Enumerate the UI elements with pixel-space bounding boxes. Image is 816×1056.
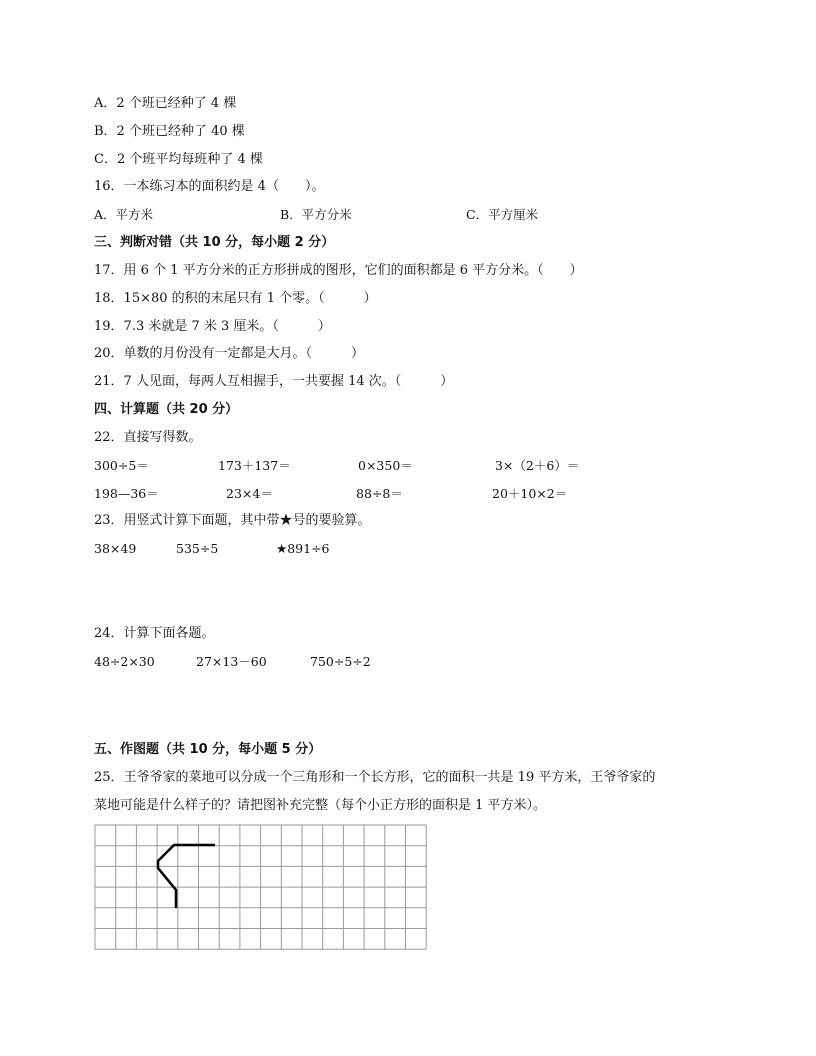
q17: 17．用 6 个 1 平方分米的正方形拼成的图形，它们的面积都是 6 平方分米。（ ） [94, 263, 583, 278]
q22-r1-c1: 300÷5＝ [94, 458, 149, 473]
q22-stem: 22．直接写得数。 [94, 430, 202, 445]
q23-stem: 23．用竖式计算下面题，其中带★号的要验算。 [94, 513, 371, 528]
q16-stem: 16．一本练习本的面积约是 4（ ）。 [94, 179, 325, 194]
q22-r1-c3: 0×350＝ [358, 458, 413, 473]
section-4-heading: 四、计算题（共 20 分） [94, 402, 239, 417]
q23-item-2: 535÷5 [176, 541, 219, 556]
q15-option-a: A．2 个班已经种了 4 棵 [94, 96, 237, 111]
q22-r2-c2: 23×4＝ [226, 486, 273, 501]
q15-option-c: C．2 个班平均每班种了 4 棵 [94, 152, 263, 167]
q23-item-3: ★891÷6 [276, 541, 330, 556]
q20: 20．单数的月份没有一定都是大月。（ ） [94, 346, 365, 361]
grid-lines [95, 825, 426, 949]
section-5-heading: 五、作图题（共 10 分，每小题 5 分） [94, 742, 322, 757]
drawn-shape-outline [158, 845, 215, 908]
section-3-heading: 三、判断对错（共 10 分，每小题 2 分） [94, 235, 335, 250]
q19: 19．7.3 米就是 7 米 3 厘米。（ ） [94, 319, 331, 334]
q25-line-2: 菜地可能是什么样子的？请把图补充完整（每个小正方形的面积是 1 平方米）。 [94, 798, 547, 813]
q22-r2-c4: 20＋10×2＝ [492, 486, 568, 501]
q25-line-1: 25．王爷爷家的菜地可以分成一个三角形和一个长方形，它的面积一共是 19 平方米，王爷爷家的 [94, 770, 656, 785]
q15-option-b: B．2 个班已经种了 40 棵 [94, 124, 245, 139]
q23-item-1: 38×49 [94, 541, 137, 556]
q21: 21．7 人见面，每两人互相握手，一共要握 14 次。（ ） [94, 374, 454, 389]
q22-r2-c1: 198—36＝ [94, 486, 159, 501]
q24-stem: 24．计算下面各题。 [94, 626, 215, 641]
q22-r2-c3: 88÷8＝ [356, 486, 403, 501]
q24-item-3: 750÷5÷2 [310, 654, 371, 669]
q22-r1-c2: 173＋137＝ [218, 458, 291, 473]
q16-option-b: B．平方分米 [280, 207, 352, 222]
q24-item-1: 48÷2×30 [94, 654, 155, 669]
q18: 18．15×80 的积的末尾只有 1 个零。（ ） [94, 291, 377, 306]
q16-option-c: C．平方厘米 [466, 207, 539, 222]
square-grid [94, 824, 428, 952]
q24-item-2: 27×13－60 [196, 654, 267, 669]
q22-r1-c4: 3×（2＋6）＝ [495, 458, 580, 473]
q16-option-a: A．平方米 [94, 207, 154, 222]
